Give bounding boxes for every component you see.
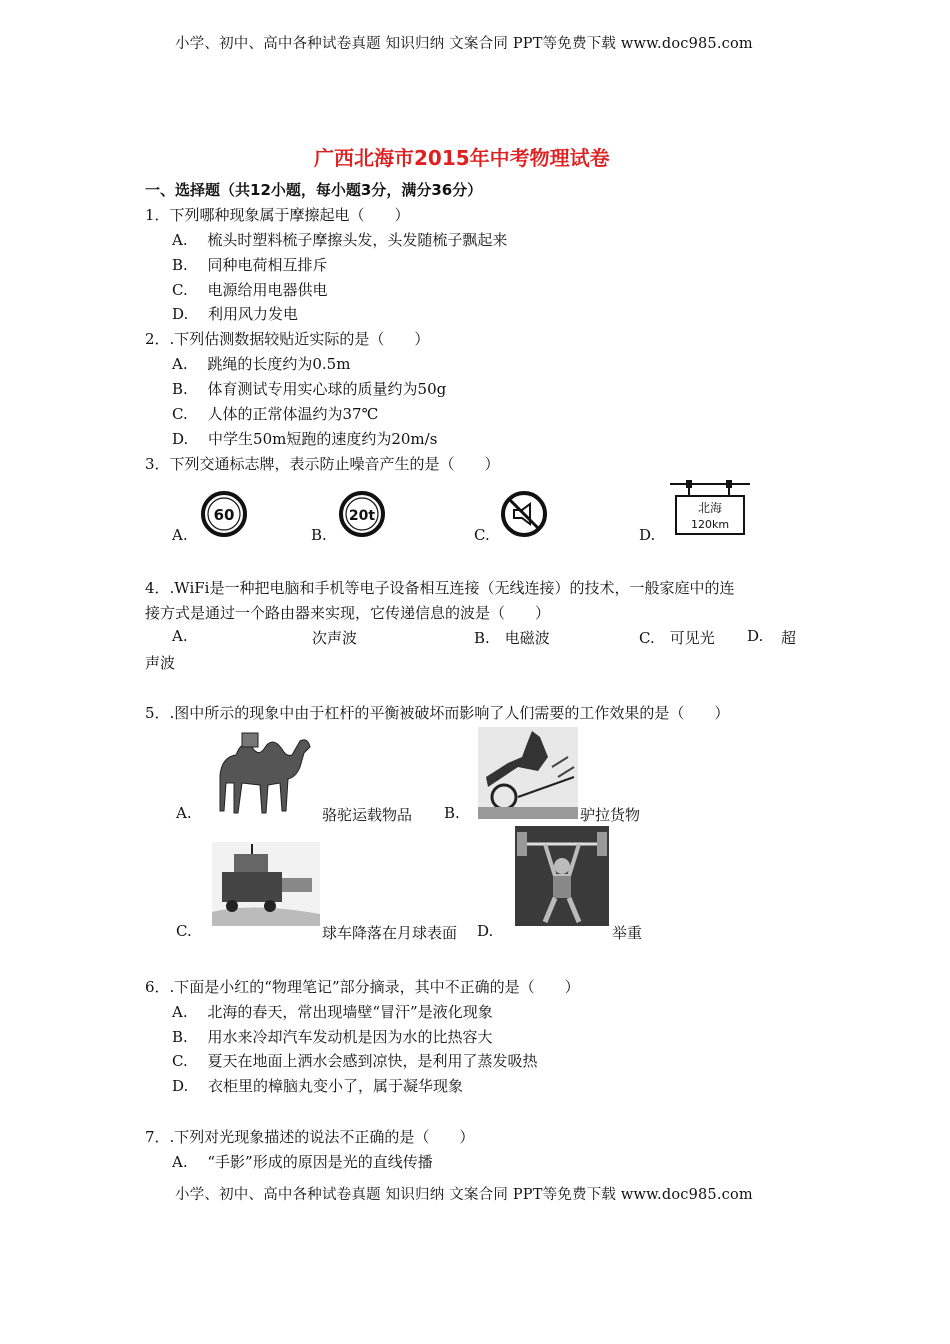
sign-d-line2: 120km xyxy=(690,518,730,531)
section-heading: 一、选择题（共12小题，每小题3分，满分36分） xyxy=(145,181,483,199)
camel-image-icon xyxy=(212,727,320,819)
question-1-option-d: D. 利用风力发电 xyxy=(172,305,299,323)
question-1-option-b: B. 同种电荷相互排斥 xyxy=(172,256,328,274)
question-7-stem: 7．.下列对光现象描述的说法不正确的是（ ） xyxy=(145,1128,475,1146)
question-1-option-c: C. 电源给用电器供电 xyxy=(172,281,328,299)
question-5-text-c: 球车降落在月球表面 xyxy=(322,924,458,942)
question-1-option-a: A. 梳头时塑料梳子摩擦头发，头发随梳子飘起来 xyxy=(172,231,508,249)
question-4-line2: 接方式是通过一个路由器来实现，它传递信息的波是（ ） xyxy=(145,604,551,622)
question-2-option-d: D. 中学生50m短跑的速度约为20m/s xyxy=(172,430,438,448)
question-3-label-d: D. xyxy=(639,526,656,544)
lunar-rover-image-icon xyxy=(212,842,320,926)
question-6-option-b: B. 用水来冷却汽车发动机是因为水的比热容大 xyxy=(172,1028,493,1046)
question-5-stem: 5．.图中所示的现象中由于杠杆的平衡被破坏而影响了人们需要的工作效果的是（ ） xyxy=(145,704,730,722)
donkey-cart-image-icon xyxy=(478,727,578,819)
question-2-option-c: C. 人体的正常体温约为37℃ xyxy=(172,405,379,423)
question-5-label-b: B. xyxy=(444,804,460,822)
question-4-option-d-text1: 超 xyxy=(781,629,797,647)
question-2-option-a: A. 跳绳的长度约为0.5m xyxy=(172,355,351,373)
page-title: 广西北海市2015年中考物理试卷 xyxy=(314,146,610,170)
no-horn-sign-icon xyxy=(500,490,548,538)
question-6-stem: 6．.下面是小红的“物理笔记”部分摘录，其中不正确的是（ ） xyxy=(145,978,580,996)
weight-limit-sign-icon xyxy=(338,490,386,538)
question-4-option-a-text: 次声波 xyxy=(312,629,358,647)
sign-a-text: 60 xyxy=(213,506,235,524)
question-1-stem: 1．下列哪种现象属于摩擦起电（ ） xyxy=(145,206,410,224)
question-5-label-d: D. xyxy=(477,922,494,940)
question-3-stem: 3．下列交通标志牌，表示防止噪音产生的是（ ） xyxy=(145,455,500,473)
question-5-text-a: 骆驼运载物品 xyxy=(322,806,413,824)
question-4-line1: 4．.WiFi是一种把电脑和手机等电子设备相互连接（无线连接）的技术，一般家庭中的连 xyxy=(145,579,735,597)
speed-limit-sign-icon xyxy=(200,490,248,538)
question-3-label-b: B. xyxy=(311,526,327,544)
question-4-option-a-label: A. xyxy=(172,627,188,645)
question-2-stem: 2．.下列估测数据较贴近实际的是（ ） xyxy=(145,330,430,348)
page-footer: 小学、初中、高中各种试卷真题 知识归纳 文案合同 PPT等免费下载 www.doc985.com xyxy=(175,1187,753,1203)
question-6-option-c: C. 夏天在地面上洒水会感到凉快，是利用了蒸发吸热 xyxy=(172,1052,538,1070)
question-5-label-a: A. xyxy=(176,804,192,822)
question-6-option-d: D. 衣柜里的樟脑丸变小了，属于凝华现象 xyxy=(172,1077,464,1095)
question-5-text-d: 举重 xyxy=(612,924,643,942)
question-5-label-c: C. xyxy=(176,922,192,940)
sign-b-text: 20t xyxy=(348,508,376,524)
question-4-option-c: C. 可见光 xyxy=(639,629,715,647)
question-4-option-b: B. 电磁波 xyxy=(474,629,550,647)
question-2-option-b: B. 体育测试专用实心球的质量约为50g xyxy=(172,380,447,398)
road-distance-sign-icon xyxy=(668,478,752,538)
weightlifting-image-icon xyxy=(515,826,609,926)
sign-d-line1: 北海 xyxy=(697,501,723,515)
question-7-option-a: A. “手影”形成的原因是光的直线传播 xyxy=(172,1153,433,1171)
question-3-label-a: A. xyxy=(172,526,188,544)
question-5-text-b: 驴拉货物 xyxy=(580,806,641,824)
question-6-option-a: A. 北海的春天，常出现墙壁“冒汗”是液化现象 xyxy=(172,1003,493,1021)
question-3-label-c: C. xyxy=(474,526,490,544)
page-header: 小学、初中、高中各种试卷真题 知识归纳 文案合同 PPT等免费下载 www.doc985.com xyxy=(175,36,753,52)
question-4-option-d-label: D. xyxy=(747,627,764,645)
question-4-option-d-text2: 声波 xyxy=(145,654,176,672)
